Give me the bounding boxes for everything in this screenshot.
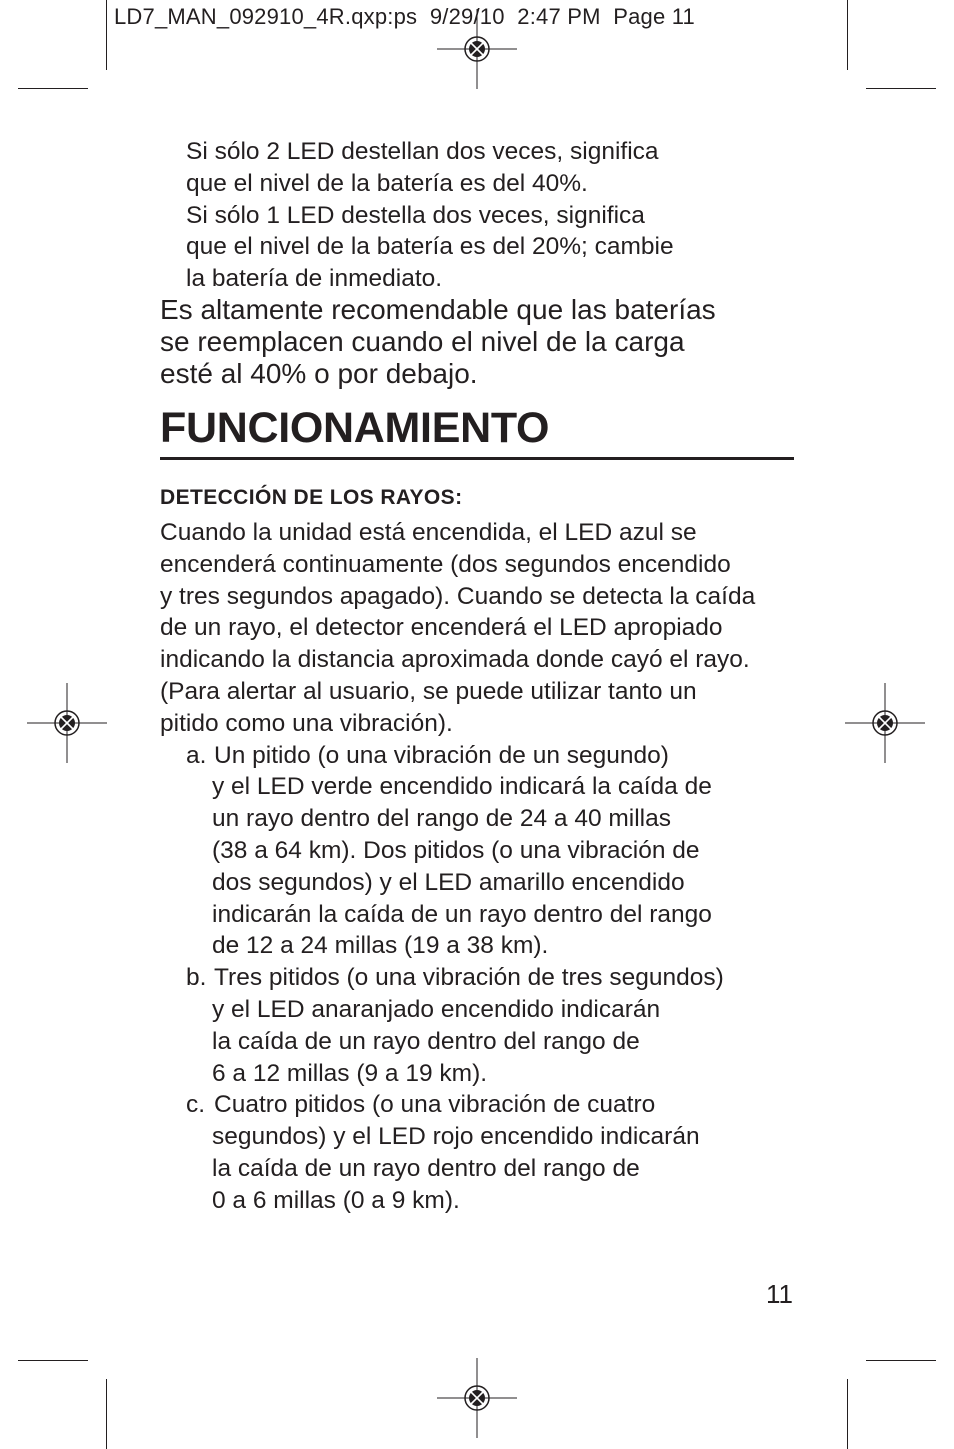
text-line: se reemplacen cuando el nivel de la carga	[160, 325, 685, 357]
text-line: de un rayo, el detector encenderá el LED apropiado	[160, 614, 723, 642]
text-line: segundos) y el LED rojo encendido indicarán	[212, 1123, 700, 1151]
text-line: pitido como una vibración).	[160, 709, 453, 737]
crop-mark	[847, 0, 848, 70]
text-line: la batería de inmediato.	[186, 265, 443, 293]
registration-mark-icon	[25, 681, 109, 765]
text-line: un rayo dentro del rango de 24 a 40 millas	[212, 805, 671, 833]
crop-mark	[866, 1360, 936, 1361]
text-line: Si sólo 2 LED destellan dos veces, significa	[186, 138, 659, 165]
crop-mark	[18, 88, 88, 89]
crop-mark	[18, 1360, 88, 1361]
text-line: indicando la distancia aproximada donde cayó el rayo.	[160, 646, 750, 674]
list-marker: b.	[186, 964, 207, 992]
text-line: esté al 40% o por debajo.	[160, 357, 478, 389]
registration-mark-icon	[435, 1356, 519, 1440]
text-line: Tres pitidos (o una vibración de tres segundos)	[214, 964, 724, 992]
crop-mark	[106, 0, 107, 70]
text-line: la caída de un rayo dentro del rango de	[212, 1027, 640, 1055]
text-line: Si sólo 1 LED destella dos veces, significa	[186, 201, 645, 229]
text-line: (Para alertar al usuario, se puede utilizar tanto un	[160, 677, 697, 705]
text-line: que el nivel de la batería es del 40%.	[186, 169, 588, 197]
intro-paragraph	[160, 517, 755, 1217]
text-line: Un pitido (o una vibración de un segundo)	[214, 741, 669, 769]
printer-slug: LD7_MAN_092910_4R.qxp:ps 9/29/10 2:47 PM Page 11	[114, 4, 695, 29]
text-line: de 12 a 24 millas (19 a 38 km).	[212, 932, 549, 960]
list-item	[160, 1089, 755, 1121]
text-line: y tres segundos apagado). Cuando se detecta la caída	[160, 582, 756, 610]
page-number: 11	[766, 1279, 793, 1309]
text-line: Cuando la unidad está encendida, el LED azul se	[160, 519, 697, 546]
crop-mark	[106, 1379, 107, 1449]
list-marker: a.	[186, 741, 207, 769]
list-marker: c.	[186, 1091, 206, 1119]
text-line: y el LED verde encendido indicará la caída de	[212, 773, 712, 801]
text-line: Cuatro pitidos (o una vibración de cuatro	[214, 1091, 656, 1119]
text-line: indicarán la caída de un rayo dentro del rango	[212, 900, 712, 928]
section-title: FUNCIONAMIENTO	[160, 404, 794, 460]
text-line: Es altamente recomendable que las baterías	[160, 294, 716, 325]
registration-mark-icon	[435, 7, 519, 91]
subsection-title: DETECCIÓN DE LOS RAYOS:	[160, 486, 463, 509]
text-line: (38 a 64 km). Dos pitidos (o una vibración de	[212, 836, 700, 864]
text-line: que el nivel de la batería es del 20%; cambie	[186, 233, 674, 261]
text-line: y el LED anaranjado encendido indicarán	[212, 995, 661, 1023]
recommendation-paragraph	[160, 294, 716, 389]
text-line: 6 a 12 millas (9 a 19 km).	[212, 1059, 488, 1087]
battery-notes	[160, 136, 674, 295]
text-line: dos segundos) y el LED amarillo encendido	[212, 868, 685, 896]
list-item	[160, 740, 755, 772]
text-line: la caída de un rayo dentro del rango de	[212, 1154, 640, 1182]
registration-mark-icon	[843, 681, 927, 765]
list-item	[160, 962, 755, 994]
crop-mark	[866, 88, 936, 89]
crop-mark	[847, 1379, 848, 1449]
text-line: 0 a 6 millas (0 a 9 km).	[212, 1186, 460, 1214]
text-line: encenderá continuamente (dos segundos encendido	[160, 550, 731, 578]
